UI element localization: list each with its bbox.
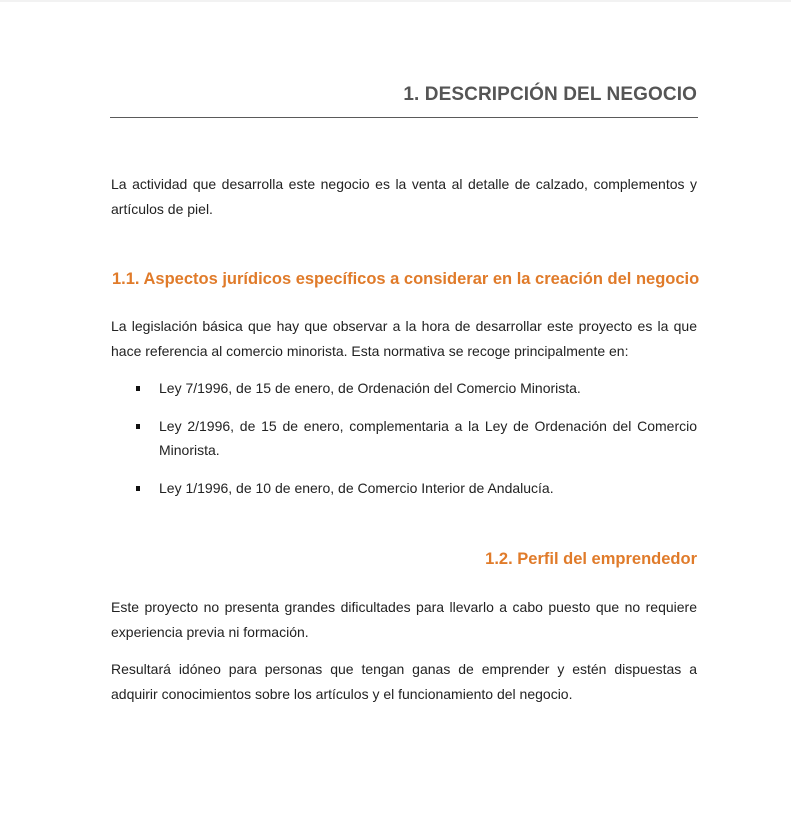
profile-paragraph-1: Este proyecto no presenta grandes dificultades para llevarlo a cabo puesto que no requiere experiencia previa ni formación.: [111, 599, 697, 640]
title-divider: [110, 117, 698, 118]
section-title-perfil-emprendedor: 1.2. Perfil del emprendedor: [485, 550, 697, 568]
list-item: [111, 476, 697, 501]
square-bullet-icon: [136, 386, 140, 391]
legislation-paragraph: La legislación básica que hay que observar a la hora de desarrollar este proyecto es la que hace referencia al comercio minorista. Esta normativa se recoge principalmente en:: [111, 318, 697, 359]
list-item-text: Ley 7/1996, de 15 de enero, de Ordenación del Comercio Minorista.: [159, 380, 581, 396]
list-item-text: Ley 1/1996, de 10 de enero, de Comercio Interior de Andalucía.: [159, 479, 554, 496]
page-title: 1. DESCRIPCIÓN DEL NEGOCIO: [403, 84, 697, 105]
list-item: [111, 414, 697, 463]
intro-paragraph: La actividad que desarrolla este negocio es la venta al detalle de calzado, complementos y artículos de piel.: [111, 176, 697, 217]
square-bullet-icon: [136, 424, 140, 429]
list-item: [111, 376, 697, 401]
legislation-list: [111, 376, 697, 500]
profile-paragraph-2: Resultará idóneo para personas que tengan ganas de emprender y estén dispuestas a adquirir conocimientos sobre los artículos y el funcionamiento del negocio.: [111, 661, 697, 702]
list-item-text: Ley 2/1996, de 15 de enero, complementaria a la Ley de Ordenación del Comercio Minorista.: [159, 417, 697, 458]
section-title-aspectos-juridicos: 1.1. Aspectos jurídicos específicos a considerar en la creación del negocio: [112, 270, 700, 288]
page-top-edge: [0, 0, 791, 2]
square-bullet-icon: [136, 486, 140, 491]
